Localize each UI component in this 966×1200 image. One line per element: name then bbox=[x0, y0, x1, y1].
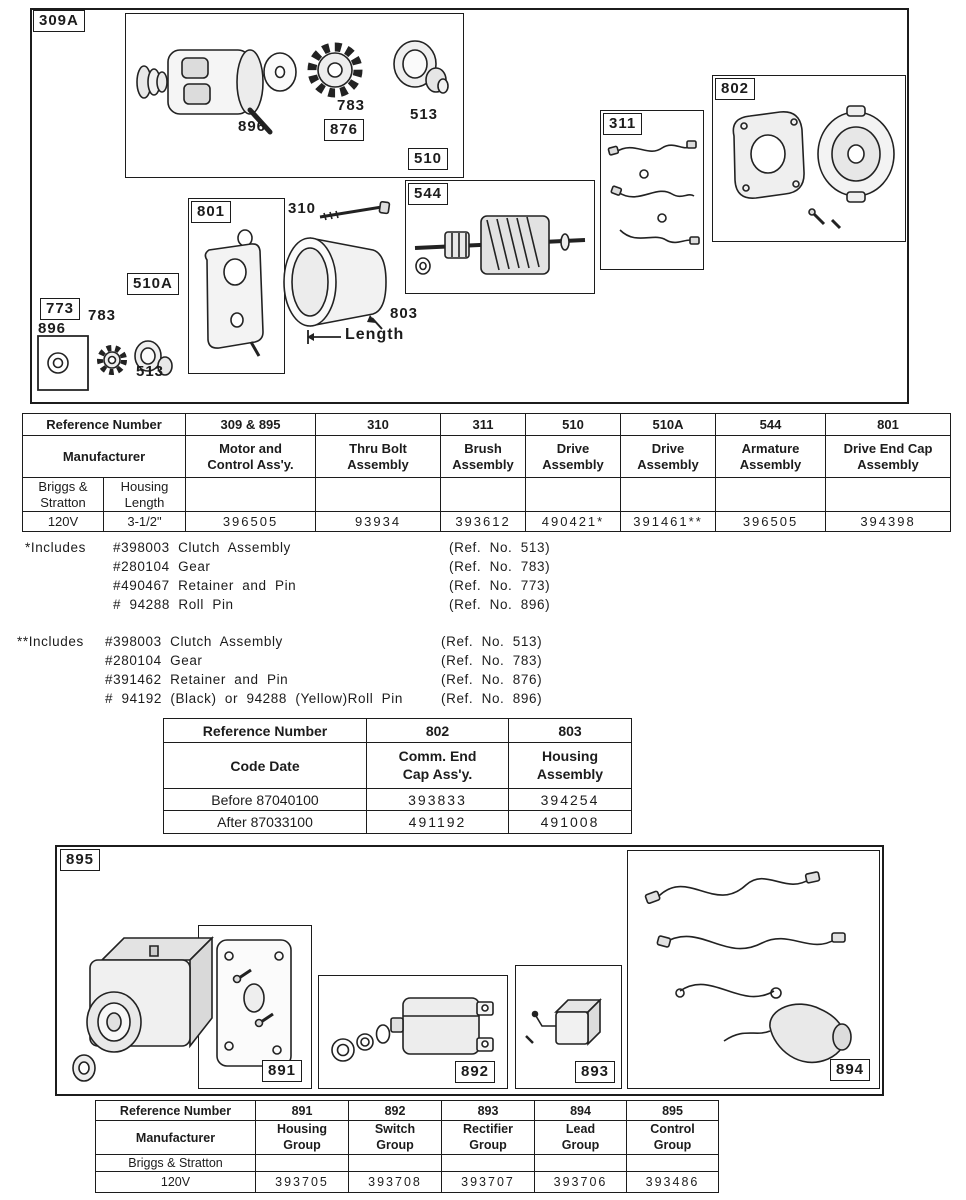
callout-box-801: 801 bbox=[191, 201, 231, 223]
empty-cell bbox=[186, 478, 316, 512]
footnote-ref: (Ref. No. 876) bbox=[441, 672, 543, 687]
col-header: 802 bbox=[367, 719, 509, 743]
footnote-part: #398003 Clutch Assembly bbox=[105, 634, 283, 649]
part-number-cell: 491192 bbox=[367, 811, 509, 834]
group-name: Control Group bbox=[627, 1121, 719, 1155]
code-date-cell: Before 87040100 bbox=[164, 789, 367, 811]
footnote-ref: (Ref. No. 513) bbox=[441, 634, 543, 649]
footnote-ref: (Ref. No. 896) bbox=[449, 597, 551, 612]
code-date-table bbox=[163, 718, 632, 834]
col-header: 310 bbox=[316, 414, 441, 436]
callout-box-894: 894 bbox=[830, 1059, 870, 1081]
empty-cell bbox=[535, 1155, 627, 1172]
ref-number-header: Reference Number bbox=[23, 414, 186, 436]
callout-box-891: 891 bbox=[262, 1060, 302, 1082]
empty-cell bbox=[621, 478, 716, 512]
housing-length-subheader: Housing Length bbox=[104, 478, 186, 512]
armature-drawing bbox=[409, 196, 591, 288]
part-number-cell: 490421* bbox=[526, 512, 621, 532]
callout-box-893: 893 bbox=[575, 1061, 615, 1083]
callout-box-510a: 510A bbox=[127, 273, 179, 295]
assembly-name: Housing Assembly bbox=[509, 743, 632, 789]
callout-896-left: 896 bbox=[38, 320, 67, 337]
voltage-cell: 120V bbox=[96, 1172, 256, 1193]
part-number-cell: 393708 bbox=[349, 1172, 442, 1193]
group-name: Switch Group bbox=[349, 1121, 442, 1155]
footnote-ref: (Ref. No. 783) bbox=[449, 559, 551, 574]
callout-box-311: 311 bbox=[603, 113, 642, 135]
ref-number-header: Reference Number bbox=[164, 719, 367, 743]
code-date-cell: After 87033100 bbox=[164, 811, 367, 834]
part-number-cell: 393612 bbox=[441, 512, 526, 532]
col-header: 544 bbox=[716, 414, 826, 436]
footnote-ref: (Ref. No. 773) bbox=[449, 578, 551, 593]
col-header: 893 bbox=[442, 1101, 535, 1121]
callout-310: 310 bbox=[288, 200, 317, 217]
lead-group-drawing bbox=[628, 851, 877, 1084]
assembly-name: Motor and Control Ass'y. bbox=[186, 436, 316, 478]
brush-assembly-drawing bbox=[604, 136, 700, 264]
empty-cell bbox=[716, 478, 826, 512]
assembly-name: Thru Bolt Assembly bbox=[316, 436, 441, 478]
callout-box-544: 544 bbox=[408, 183, 448, 205]
col-header: 892 bbox=[349, 1101, 442, 1121]
footnote-prefix: **Includes bbox=[17, 634, 84, 649]
group-name: Lead Group bbox=[535, 1121, 627, 1155]
group-name: Rectifier Group bbox=[442, 1121, 535, 1155]
assembly-name: Armature Assembly bbox=[716, 436, 826, 478]
manufacturer-header: Manufacturer bbox=[96, 1121, 256, 1155]
footnote-prefix: *Includes bbox=[25, 540, 86, 555]
callout-box-895: 895 bbox=[60, 849, 100, 871]
empty-cell bbox=[256, 1155, 349, 1172]
ref-number-header: Reference Number bbox=[96, 1101, 256, 1121]
callout-box-876: 876 bbox=[324, 119, 364, 141]
empty-cell bbox=[526, 478, 621, 512]
housing-group-drawing bbox=[62, 918, 214, 1086]
part-number-cell: 393705 bbox=[256, 1172, 349, 1193]
group-name: Housing Group bbox=[256, 1121, 349, 1155]
part-number-cell: 394398 bbox=[826, 512, 951, 532]
part-number-cell: 393833 bbox=[367, 789, 509, 811]
assembly-name: Drive End Cap Assembly bbox=[826, 436, 951, 478]
brand-subheader: Briggs & Stratton bbox=[23, 478, 104, 512]
part-number-cell: 393707 bbox=[442, 1172, 535, 1193]
part-number-cell: 391461** bbox=[621, 512, 716, 532]
manufacturer-header: Manufacturer bbox=[23, 436, 186, 478]
part-number-cell: 396505 bbox=[716, 512, 826, 532]
part-number-cell: 491008 bbox=[509, 811, 632, 834]
starter-parts-table bbox=[22, 413, 951, 532]
empty-cell bbox=[826, 478, 951, 512]
length-cell: 3-1/2" bbox=[104, 512, 186, 532]
assembly-name: Comm. End Cap Ass'y. bbox=[367, 743, 509, 789]
col-header: 801 bbox=[826, 414, 951, 436]
footnote-ref: (Ref. No. 783) bbox=[441, 653, 543, 668]
callout-513-left: 513 bbox=[136, 363, 165, 380]
callout-783: 783 bbox=[337, 97, 366, 114]
callout-box-510: 510 bbox=[408, 148, 448, 170]
footnote-part: #391462 Retainer and Pin bbox=[105, 672, 289, 687]
brand-cell: Briggs & Stratton bbox=[96, 1155, 256, 1172]
col-header: 309 & 895 bbox=[186, 414, 316, 436]
callout-783-left: 783 bbox=[88, 307, 117, 324]
col-header: 891 bbox=[256, 1101, 349, 1121]
part-number-cell: 393486 bbox=[627, 1172, 719, 1193]
empty-cell bbox=[316, 478, 441, 512]
empty-cell bbox=[627, 1155, 719, 1172]
part-number-cell: 396505 bbox=[186, 512, 316, 532]
footnote-part: #280104 Gear bbox=[113, 559, 211, 574]
length-arrow-icon bbox=[305, 329, 343, 345]
callout-513: 513 bbox=[410, 106, 439, 123]
col-header: 510 bbox=[526, 414, 621, 436]
code-date-header: Code Date bbox=[164, 743, 367, 789]
callout-box-892: 892 bbox=[455, 1061, 495, 1083]
voltage-cell: 120V bbox=[23, 512, 104, 532]
comm-end-cap-drawing bbox=[716, 96, 902, 236]
part-number-cell: 393706 bbox=[535, 1172, 627, 1193]
thru-bolt-drawing bbox=[316, 198, 398, 224]
alternator-groups-table bbox=[95, 1100, 719, 1193]
col-header: 895 bbox=[627, 1101, 719, 1121]
footnote-part: #490467 Retainer and Pin bbox=[113, 578, 297, 593]
empty-cell bbox=[441, 478, 526, 512]
footnote-part: # 94288 Roll Pin bbox=[113, 597, 234, 612]
callout-803: 803 bbox=[390, 305, 419, 322]
callout-896: 896 bbox=[238, 118, 267, 135]
footnote-part: #280104 Gear bbox=[105, 653, 203, 668]
drive-end-cap-drawing bbox=[193, 224, 279, 368]
length-label: Length bbox=[345, 326, 405, 343]
assembly-name: Drive Assembly bbox=[526, 436, 621, 478]
col-header: 803 bbox=[509, 719, 632, 743]
starter-housing-drawing bbox=[280, 226, 398, 338]
footnote-part: #398003 Clutch Assembly bbox=[113, 540, 291, 555]
col-header: 311 bbox=[441, 414, 526, 436]
part-number-cell: 93934 bbox=[316, 512, 441, 532]
callout-box-802: 802 bbox=[715, 78, 755, 100]
empty-cell bbox=[442, 1155, 535, 1172]
callout-box-309a: 309A bbox=[33, 10, 85, 32]
callout-box-773: 773 bbox=[40, 298, 80, 320]
assembly-name: Drive Assembly bbox=[621, 436, 716, 478]
footnote-part: # 94192 (Black) or 94288 (Yellow)Roll Pin bbox=[105, 691, 403, 706]
col-header: 894 bbox=[535, 1101, 627, 1121]
part-number-cell: 394254 bbox=[509, 789, 632, 811]
col-header: 510A bbox=[621, 414, 716, 436]
assembly-name: Brush Assembly bbox=[441, 436, 526, 478]
footnote-ref: (Ref. No. 513) bbox=[449, 540, 551, 555]
empty-cell bbox=[349, 1155, 442, 1172]
footnote-ref: (Ref. No. 896) bbox=[441, 691, 543, 706]
